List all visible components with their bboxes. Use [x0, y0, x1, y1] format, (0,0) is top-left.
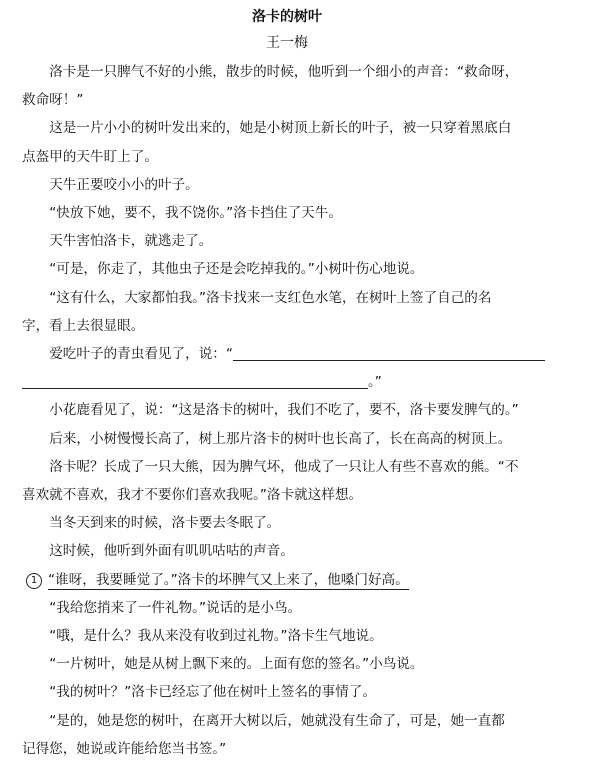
paragraph-line: 小花鹿看见了，说：“这是洛卡的树叶，我们不吃了，要不，洛卡要发脾气的。”: [49, 402, 519, 419]
paragraph-line: [22, 340, 546, 368]
paragraph-line: 喜欢就不喜欢，我才不要你们喜欢我呢。”洛卡就这样想。: [22, 487, 363, 504]
paragraph: [22, 227, 546, 255]
paragraph-line: “一片树叶，她是从树上飘下来的。上面有您的签名。”小鸟说。: [49, 656, 424, 673]
paragraph-line: 后来，小树慢慢长高了，树上那片洛卡的树叶也长高了，长在高高的树顶上。: [49, 430, 512, 447]
paragraph-line: 记得您，她说或许能给您当书签。”: [22, 740, 227, 757]
paragraph-line: “快放下她，要不，我不饶你。”洛卡挡住了天牛。: [49, 205, 342, 222]
paragraph-line: “我的树叶？”洛卡已经忘了他在树叶上签名的事情了。: [49, 684, 376, 701]
paragraph: [22, 678, 546, 706]
paragraph-line: 救命呀！”: [22, 92, 84, 109]
paragraph: [22, 396, 546, 424]
paragraph: [22, 284, 546, 340]
document-page: [22, 6, 546, 763]
paragraph: [22, 58, 546, 114]
paragraph: [22, 171, 546, 199]
paragraph-line: 字，看上去很显眼。: [22, 317, 145, 334]
paragraph: [22, 650, 546, 678]
fill-in-prefix: 爱吃叶子的青虫看见了，说：“: [49, 346, 233, 363]
answer-blank-line[interactable]: [233, 346, 545, 361]
document-author: 王一梅: [266, 35, 308, 51]
paragraph-line: [26, 566, 546, 594]
paragraph-line: “是的，她是您的树叶，在离开大树以后，她就没有生命了，可是，她一直都: [49, 712, 505, 729]
paragraph: [22, 199, 546, 227]
paragraph: [22, 509, 546, 537]
paragraph: [22, 707, 546, 763]
paragraph: [22, 622, 546, 650]
paragraph-line: 洛卡是一只脾气不好的小熊，散步的时候，他听到一个细小的声音：“救命呀，: [49, 64, 519, 80]
paragraph-line: [22, 368, 546, 396]
fill-in-suffix: 。”: [368, 374, 382, 391]
paragraph: [22, 594, 546, 622]
marked-paragraph: [22, 566, 546, 594]
paragraph-line: 这是一片小小的树叶发出来的，她是小树顶上新长的叶子，被一只穿着黑底白: [49, 120, 512, 137]
paragraph-line: 当冬天到来的时候，洛卡要去冬眠了。: [49, 515, 281, 532]
answer-blank-line[interactable]: [22, 374, 368, 389]
fill-in-paragraph: [22, 340, 546, 396]
paragraph: [22, 537, 546, 565]
paragraph: [22, 114, 546, 170]
underlined-sentence: “谁呀，我要睡觉了。”洛卡的坏脾气又上来了，他嗓门好高。: [48, 571, 409, 588]
paragraph-line: 点盔甲的天牛盯上了。: [22, 148, 158, 165]
paragraph-line: 这时候，他听到外面有叽叽咕咕的声音。: [49, 543, 294, 560]
paragraph-line: 洛卡呢？长成了一只大熊，因为脾气坏，他成了一只让人有些不喜欢的熊。“不: [49, 458, 519, 475]
paragraph-line: 天牛正要咬小小的叶子。: [49, 176, 199, 193]
document-body: [22, 58, 546, 763]
paragraph-line: “我给您捎来了一件礼物。”说话的是小鸟。: [49, 599, 302, 616]
document-title: 洛卡的树叶: [252, 9, 322, 25]
paragraph-line: “可是，你走了，其他虫子还是会吃掉我的。”小树叶伤心地说。: [49, 261, 424, 278]
paragraph-line: “哦，是什么？我从来没有收到过礼物。”洛卡生气地说。: [49, 628, 383, 645]
paragraph: [22, 453, 546, 509]
paragraph-line: “这有什么，大家都怕我。”洛卡找来一支红色水笔，在树叶上签了自己的名: [49, 289, 492, 306]
paragraph: [22, 255, 546, 283]
paragraph: [22, 425, 546, 453]
paragraph-line: 天牛害怕洛卡，就逃走了。: [49, 233, 213, 250]
circled-number-marker: 1: [26, 573, 42, 589]
